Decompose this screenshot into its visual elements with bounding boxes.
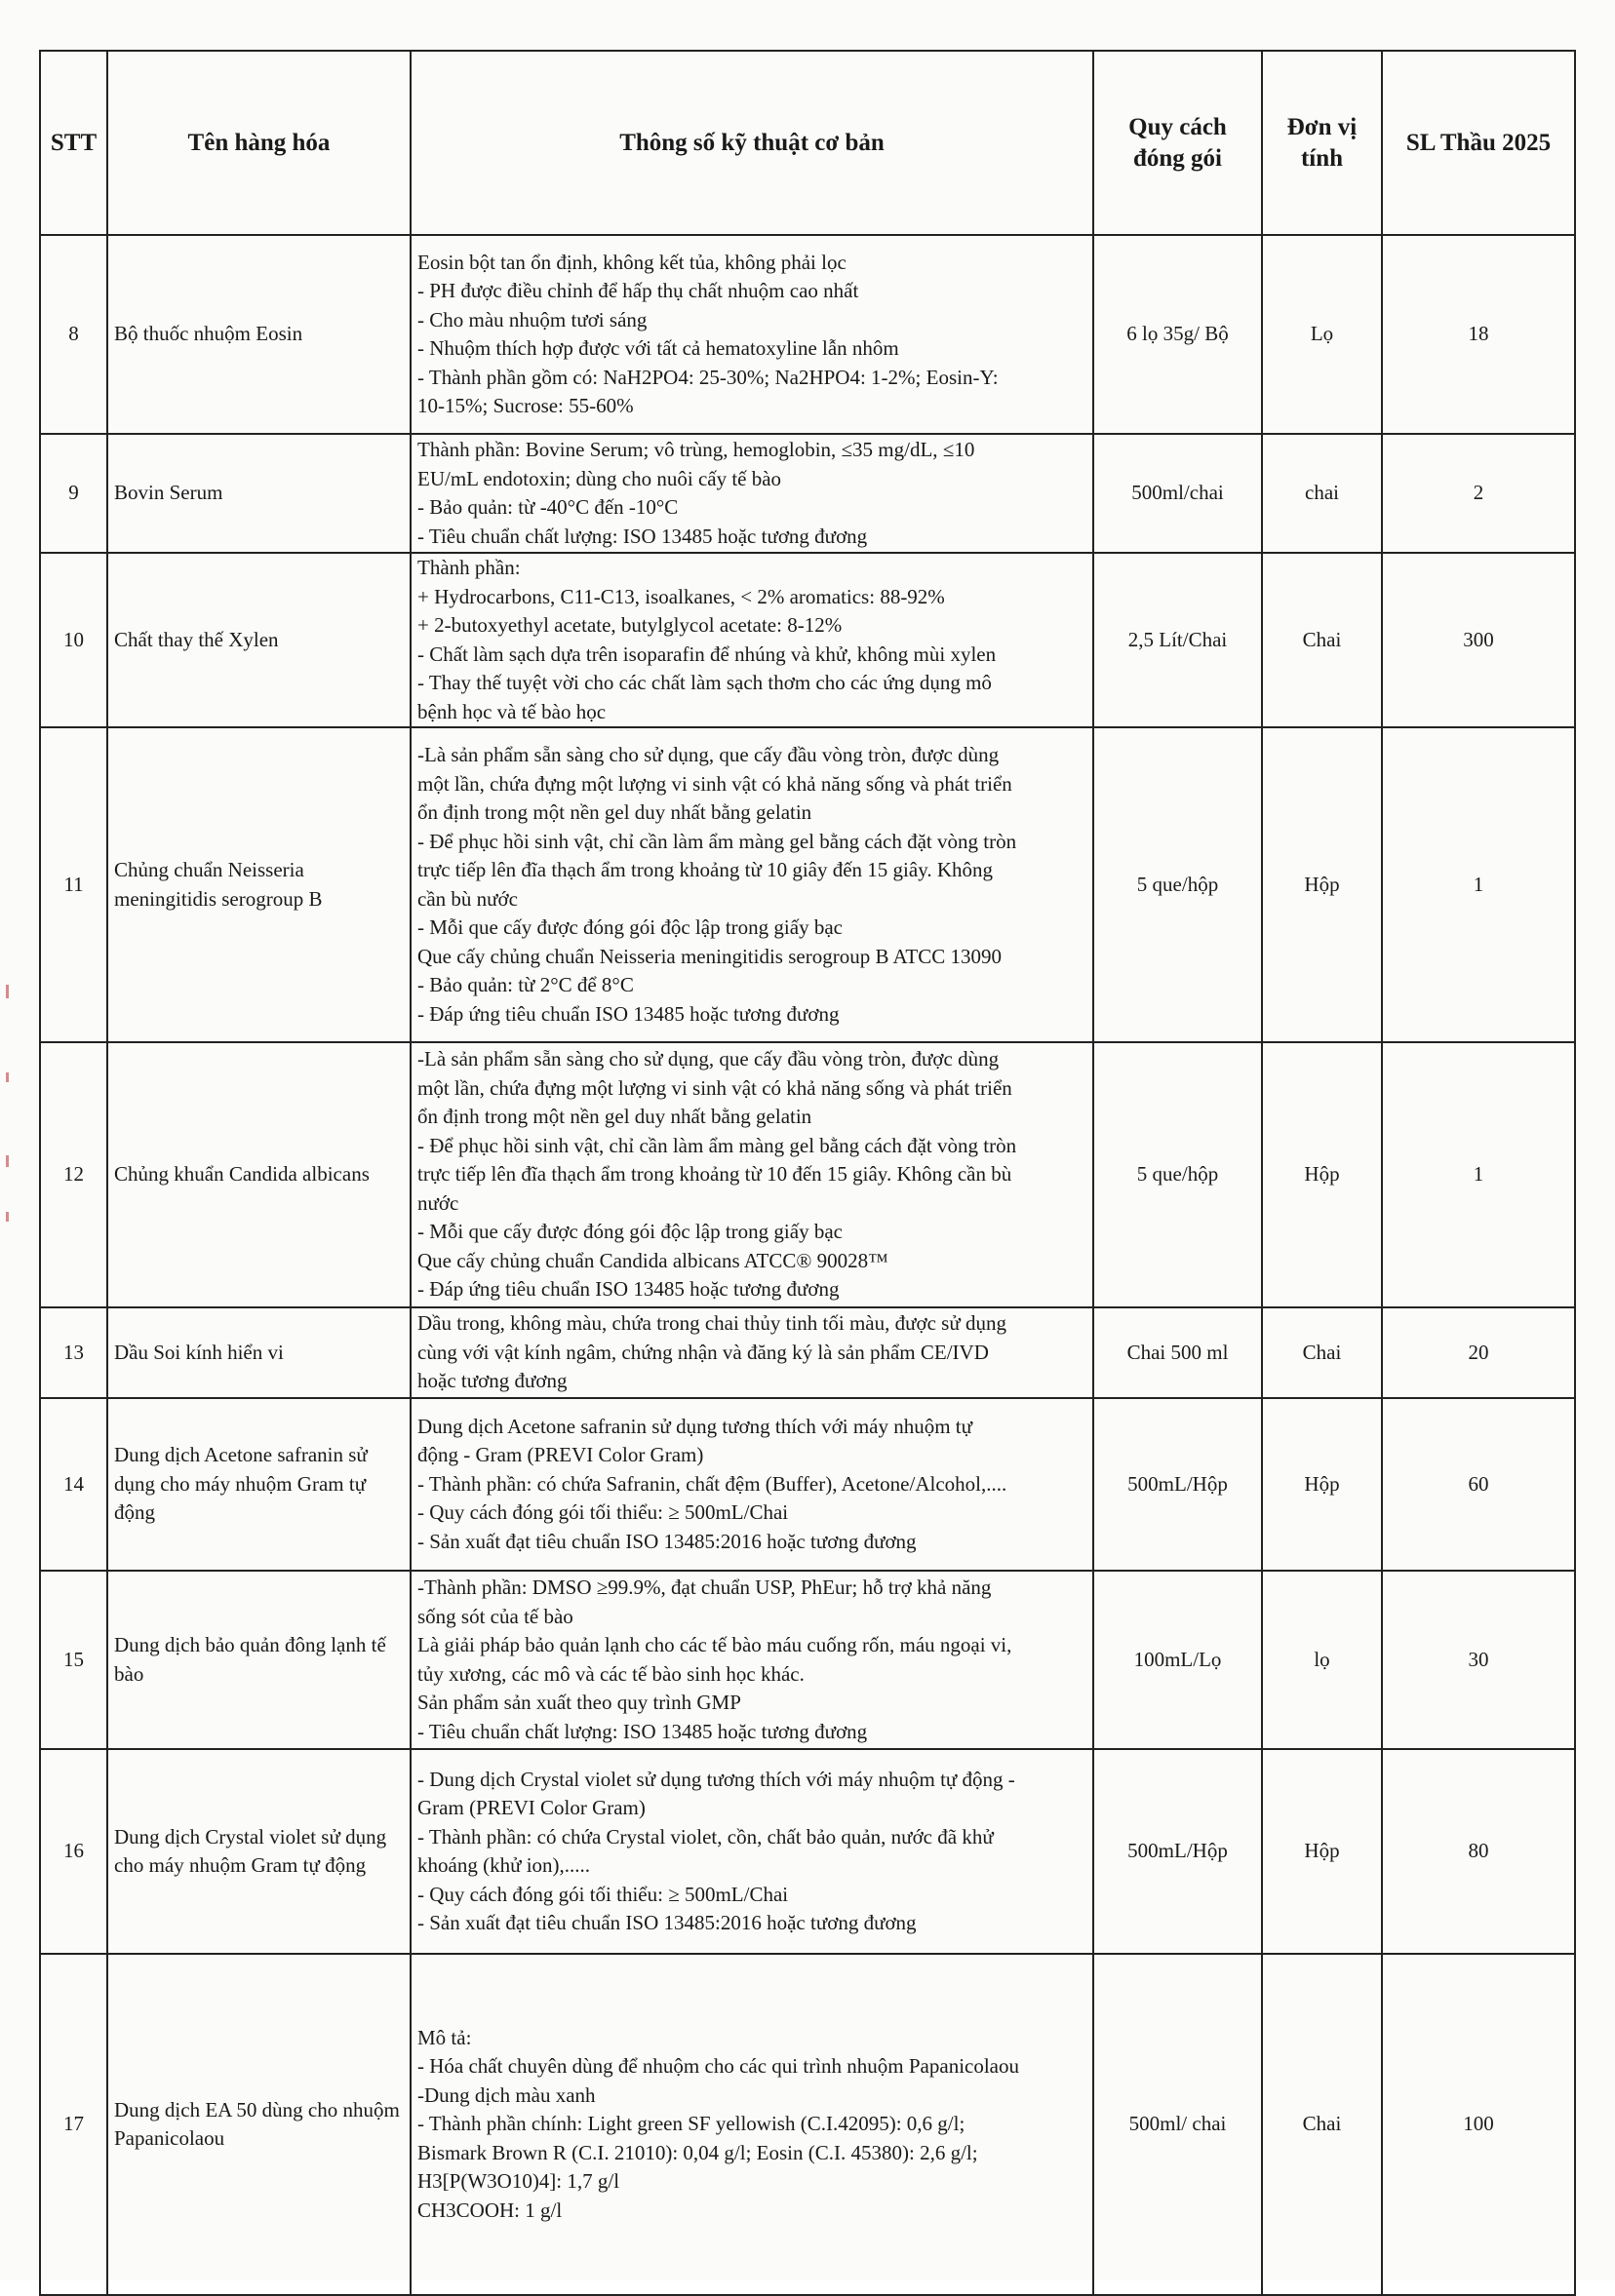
row-spec — [411, 1042, 1093, 1307]
row-stt: 13 — [40, 1307, 107, 1398]
margin-mark — [6, 1072, 9, 1082]
row-packaging: 6 lọ 35g/ Bộ — [1093, 235, 1262, 434]
spec-line: cần bù nước — [417, 886, 518, 911]
row-quantity: 1 — [1382, 727, 1575, 1042]
spec-line: Bismark Brown R (C.I. 21010): 0,04 g/l; Eosin (C.I. 45380): 2,6 g/l; — [417, 2140, 978, 2164]
row-stt: 9 — [40, 434, 107, 553]
spec-line: Gram (PREVI Color Gram) — [417, 1796, 646, 1819]
row-item-name: Chất thay thế Xylen — [107, 553, 411, 727]
spec-line: - Để phục hồi sinh vật, chỉ cần làm ẩm màng gel bằng cách đặt vòng tròn — [417, 1133, 1017, 1157]
row-quantity: 1 — [1382, 1042, 1575, 1307]
header-unit: Đơn vị tính — [1262, 51, 1382, 235]
row-packaging: 500ml/chai — [1093, 434, 1262, 553]
row-packaging: 2,5 Lít/Chai — [1093, 553, 1262, 727]
row-packaging: 500mL/Hộp — [1093, 1398, 1262, 1571]
spec-line: Sản phẩm sản xuất theo quy trình GMP — [417, 1691, 741, 1714]
row-spec — [411, 727, 1093, 1042]
header-qty: SL Thầu 2025 — [1382, 51, 1575, 235]
row-quantity: 30 — [1382, 1571, 1575, 1749]
row-item-name: Bovin Serum — [107, 434, 411, 553]
spec-line: - Thành phần gồm có: NaH2PO4: 25-30%; Na2HPO4: 1-2%; Eosin-Y: — [417, 365, 999, 389]
spec-line: - Cho màu nhuộm tươi sáng — [417, 307, 648, 331]
spec-line: - Thành phần chính: Light green SF yellowish (C.I.42095): 0,6 g/l; — [417, 2112, 965, 2136]
row-item-name: Dầu Soi kính hiển vi — [107, 1307, 411, 1398]
row-packaging: Chai 500 ml — [1093, 1307, 1262, 1398]
row-item-name: Bộ thuốc nhuộm Eosin — [107, 235, 411, 434]
spec-line: một lần, chứa đựng một lượng vi sinh vật có khả năng sống và phát triển — [417, 771, 1012, 796]
table-row — [40, 1571, 1575, 1749]
row-unit: Hộp — [1262, 1042, 1382, 1307]
spec-line: -Là sản phẩm sẵn sàng cho sử dụng, que cấy đầu vòng tròn, được dùng — [417, 743, 1000, 766]
row-unit: Chai — [1262, 1307, 1382, 1398]
spec-line: - Sản xuất đạt tiêu chuẩn ISO 13485:2016 hoặc tương đương — [417, 1911, 917, 1934]
header-pack: Quy cách đóng gói — [1093, 51, 1262, 235]
row-unit: Hộp — [1262, 727, 1382, 1042]
row-quantity: 100 — [1382, 1954, 1575, 2295]
spec-line: Là giải pháp bảo quản lạnh cho các tế bào máu cuống rốn, máu ngoại vi, — [417, 1633, 1012, 1656]
row-quantity: 2 — [1382, 434, 1575, 553]
row-stt: 12 — [40, 1042, 107, 1307]
spec-line: 10-15%; Sucrose: 55-60% — [417, 394, 634, 417]
row-stt: 10 — [40, 553, 107, 727]
spec-line: sống sót của tế bào — [417, 1604, 573, 1628]
row-packaging: 100mL/Lọ — [1093, 1571, 1262, 1749]
spec-line: - Quy cách đóng gói tối thiểu: ≥ 500mL/Chai — [417, 1882, 789, 1906]
row-quantity: 18 — [1382, 235, 1575, 434]
spec-line: tủy xương, các mô và các tế bào sinh học khác. — [417, 1661, 805, 1686]
spec-line: - Mỗi que cấy được đóng gói độc lập trong giấy bạc — [417, 915, 843, 939]
row-unit: Lọ — [1262, 235, 1382, 434]
spec-line: ổn định trong một nền gel duy nhất bằng gelatin — [417, 800, 812, 824]
specification-table — [39, 50, 1576, 2296]
row-item-name: Dung dịch bảo quản đông lạnh tế bào — [107, 1571, 411, 1749]
row-spec — [411, 1307, 1093, 1398]
row-item-name: Dung dịch Crystal violet sử dụng cho máy nhuộm Gram tự động — [107, 1749, 411, 1954]
spec-line: - Thành phần: có chứa Crystal violet, cồn, chất bảo quản, nước đã khử — [417, 1824, 994, 1848]
spec-line: trực tiếp lên đĩa thạch ẩm trong khoảng từ 10 đến 15 giây. Không cần bù — [417, 1162, 1012, 1187]
row-item-name: Chủng chuẩn Neisseria meningitidis serogroup B — [107, 727, 411, 1042]
header-stt: STT — [40, 51, 107, 235]
margin-mark — [6, 985, 9, 998]
header-name: Tên hàng hóa — [107, 51, 411, 235]
row-stt: 11 — [40, 727, 107, 1042]
spec-line: Eosin bột tan ổn định, không kết tủa, không phải lọc — [417, 250, 847, 274]
row-unit: chai — [1262, 434, 1382, 553]
spec-line: bệnh học và tế bào học — [417, 699, 607, 723]
margin-mark — [6, 1155, 9, 1167]
table-row — [40, 1398, 1575, 1571]
spec-line: động - Gram (PREVI Color Gram) — [417, 1443, 704, 1467]
row-item-name: Dung dịch EA 50 dùng cho nhuộm Papanicolaou — [107, 1954, 411, 2295]
spec-line: Que cấy chủng chuẩn Neisseria meningitidis serogroup B ATCC 13090 — [417, 944, 1002, 968]
table-row — [40, 434, 1575, 553]
margin-mark — [6, 1212, 9, 1222]
row-quantity: 300 — [1382, 553, 1575, 727]
spec-line: - Bảo quản: từ 2°C để 8°C — [417, 973, 634, 996]
spec-line: Dầu trong, không màu, chứa trong chai thủy tinh tối màu, được sử dụng — [417, 1311, 1006, 1336]
spec-line: - Đáp ứng tiêu chuẩn ISO 13485 hoặc tương đương — [417, 1001, 840, 1026]
row-stt: 17 — [40, 1954, 107, 2295]
spec-line: nước — [417, 1190, 459, 1215]
row-unit: Hộp — [1262, 1749, 1382, 1954]
spec-line: -Là sản phẩm sẵn sàng cho sử dụng, que cấy đầu vòng tròn, được dùng — [417, 1047, 1000, 1071]
row-unit: Hộp — [1262, 1398, 1382, 1571]
spec-line: trực tiếp lên đĩa thạch ẩm trong khoảng từ 10 giây đến 15 giây. Không — [417, 858, 994, 881]
spec-line: CH3COOH: 1 g/l — [417, 2198, 563, 2222]
header-spec: Thông số kỹ thuật cơ bản — [411, 51, 1093, 235]
row-spec — [411, 1954, 1093, 2295]
spec-line: + 2-butoxyethyl acetate, butylglycol acetate: 8-12% — [417, 613, 843, 637]
row-stt: 15 — [40, 1571, 107, 1749]
spec-line: ổn định trong một nền gel duy nhất bằng gelatin — [417, 1105, 812, 1129]
spec-line: - Nhuộm thích hợp được với tất cả hematoxyline lẫn nhôm — [417, 336, 899, 360]
spec-line: - Hóa chất chuyên dùng để nhuộm cho các qui trình nhuộm Papanicolaou — [417, 2054, 1019, 2079]
table-row — [40, 1749, 1575, 1954]
row-spec — [411, 1749, 1093, 1954]
table-header-row — [40, 51, 1575, 235]
table-row — [40, 235, 1575, 434]
row-spec — [411, 235, 1093, 434]
row-stt: 8 — [40, 235, 107, 434]
spec-line: Que cấy chủng chuẩn Candida albicans ATCC® 90028™ — [417, 1248, 888, 1272]
spec-line: EU/mL endotoxin; dùng cho nuôi cấy tế bào — [417, 466, 782, 490]
row-item-name: Dung dịch Acetone safranin sử dụng cho máy nhuộm Gram tự động — [107, 1398, 411, 1571]
spec-line: - Bảo quản: từ -40°C đến -10°C — [417, 495, 679, 519]
row-stt: 16 — [40, 1749, 107, 1954]
row-packaging: 5 que/hộp — [1093, 1042, 1262, 1307]
row-unit: Chai — [1262, 1954, 1382, 2295]
spec-line: Dung dịch Acetone safranin sử dụng tương thích với máy nhuộm tự — [417, 1414, 973, 1438]
table-row — [40, 1954, 1575, 2295]
row-spec — [411, 1571, 1093, 1749]
spec-line: - Đáp ứng tiêu chuẩn ISO 13485 hoặc tương đương — [417, 1277, 840, 1302]
row-item-name: Chủng khuẩn Candida albicans — [107, 1042, 411, 1307]
spec-line: + Hydrocarbons, C11-C13, isoalkanes, < 2% aromatics: 88-92% — [417, 584, 945, 608]
spec-line: - Chất làm sạch dựa trên isoparafin để nhúng và khử, không mùi xylen — [417, 642, 997, 666]
spec-line: Thành phần: Bovine Serum; vô trùng, hemoglobin, ≤35 mg/dL, ≤10 — [417, 438, 975, 461]
spec-line: - Sản xuất đạt tiêu chuẩn ISO 13485:2016 hoặc tương đương — [417, 1529, 917, 1553]
row-spec — [411, 553, 1093, 727]
spec-line: - Thành phần: có chứa Safranin, chất đệm (Buffer), Acetone/Alcohol,.... — [417, 1471, 1007, 1496]
spec-line: Thành phần: — [417, 556, 521, 579]
row-packaging: 500mL/Hộp — [1093, 1749, 1262, 1954]
spec-line: - Dung dịch Crystal violet sử dụng tương thích với máy nhuộm tự động - — [417, 1767, 1015, 1791]
row-packaging: 500ml/ chai — [1093, 1954, 1262, 2295]
row-spec — [411, 1398, 1093, 1571]
spec-line: - Quy cách đóng gói tối thiểu: ≥ 500mL/Chai — [417, 1500, 789, 1525]
spec-line: Mô tả: — [417, 2025, 472, 2049]
spec-line: một lần, chứa đựng một lượng vi sinh vật có khả năng sống và phát triển — [417, 1075, 1012, 1100]
row-unit: Chai — [1262, 553, 1382, 727]
spec-line: cùng với vật kính ngâm, chứng nhận và đăng ký là sản phẩm CE/IVD — [417, 1340, 989, 1364]
spec-line: -Dung dịch màu xanh — [417, 2082, 596, 2107]
spec-line: - Tiêu chuẩn chất lượng: ISO 13485 hoặc tương đương — [417, 1719, 868, 1743]
spec-line: khoáng (khử ion),..... — [417, 1853, 591, 1877]
table-row — [40, 727, 1575, 1042]
spec-line: H3[P(W3O10)4]: 1,7 g/l — [417, 2169, 620, 2194]
table-row — [40, 553, 1575, 727]
row-quantity: 20 — [1382, 1307, 1575, 1398]
row-quantity: 60 — [1382, 1398, 1575, 1571]
spec-line: - PH được điều chỉnh để hấp thụ chất nhuộm cao nhất — [417, 279, 859, 302]
spec-line: -Thành phần: DMSO ≥99.9%, đạt chuẩn USP, PhEur; hỗ trợ khả năng — [417, 1576, 992, 1599]
row-quantity: 80 — [1382, 1749, 1575, 1954]
spec-line: hoặc tương đương — [417, 1369, 568, 1393]
row-stt: 14 — [40, 1398, 107, 1571]
spec-line: - Mỗi que cấy được đóng gói độc lập trong giấy bạc — [417, 1220, 843, 1244]
spec-line: - Để phục hồi sinh vật, chỉ cần làm ẩm màng gel bằng cách đặt vòng tròn — [417, 829, 1017, 853]
row-packaging: 5 que/hộp — [1093, 727, 1262, 1042]
row-unit: lọ — [1262, 1571, 1382, 1749]
row-spec — [411, 434, 1093, 553]
spec-line: - Thay thế tuyệt vời cho các chất làm sạch thơm cho các ứng dụng mô — [417, 671, 992, 694]
spec-line: - Tiêu chuẩn chất lượng: ISO 13485 hoặc tương đương — [417, 524, 868, 548]
table-row — [40, 1042, 1575, 1307]
table-row — [40, 1307, 1575, 1398]
